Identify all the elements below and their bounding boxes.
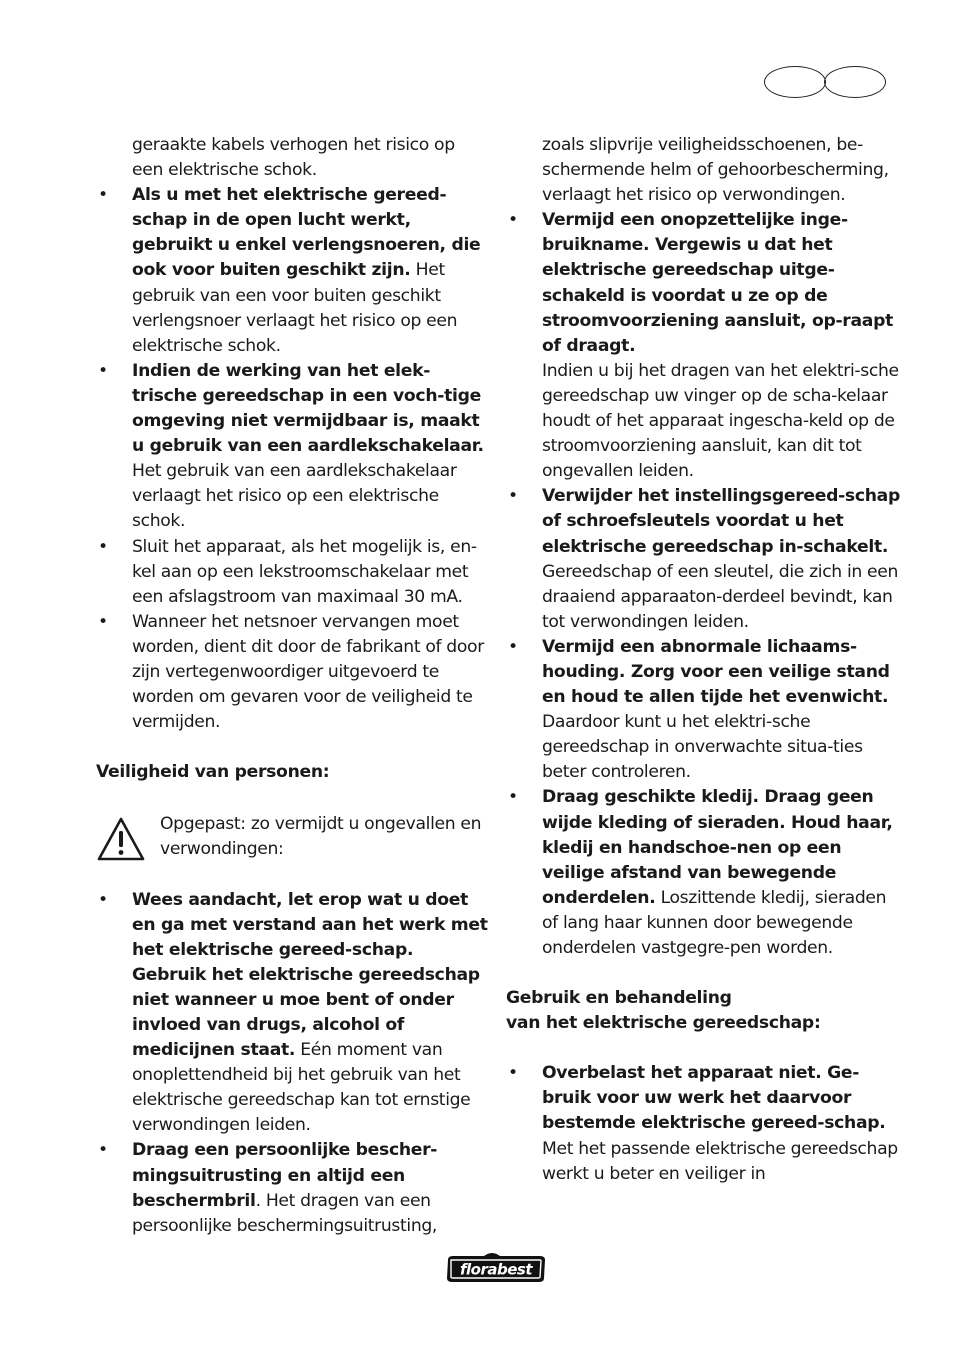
- bullet-icon: •: [508, 210, 518, 231]
- section-heading-line: Gebruik en behandeling: [506, 988, 732, 1009]
- bullet-text: Sluit het apparaat, als het mogelijk is, en-kel aan op een lekstroomschakelaar met een afslagstroom van maximaal 30 mA.: [132, 536, 477, 607]
- bullet-text: Loszittende kledij, sieraden of lang haar kunnen door bewegende onderdelen vastgegre-pen worden.: [542, 887, 887, 958]
- continued-paragraph: zoals slipvrije veiligheidsschoenen, be-schermende helm of gehoorbescherming, verlaagt het risico op verwondingen.: [542, 135, 889, 206]
- bullet-icon: •: [98, 889, 108, 910]
- bullet-icon: •: [508, 636, 518, 657]
- bullet-icon: •: [98, 611, 108, 632]
- bullet-icon: •: [508, 787, 518, 808]
- section-heading: Veiligheid van personen:: [96, 762, 330, 783]
- language-badges: [764, 66, 884, 98]
- bullet-icon: •: [98, 360, 108, 381]
- bullet-item: [506, 208, 900, 484]
- bullet-text: Gereedschap of een sleutel, die zich in een draaiend apparaaton-derdeel bevindt, kan tot verwondingen leiden.: [542, 561, 899, 632]
- warning-text: Opgepast: zo vermijdt u ongevallen en verwondingen:: [160, 814, 482, 860]
- warning-note: [96, 812, 488, 862]
- bullet-icon: •: [508, 1063, 518, 1084]
- bullet-bold-text: Vermijd een onopzettelijke inge-bruikname. Vergewis u dat het elektrische gereedschap uitge-schakeld is voordat u ze op de stroomvoorziening aansluit, op-raapt of draagt.: [542, 210, 893, 356]
- bullet-text: Daardoor kunt u het elektri-sche gereedschap in onverwachte situa-ties beter controleren.: [542, 712, 863, 783]
- bullet-icon: •: [98, 536, 108, 557]
- bullet-bold-text: Overbelast het apparaat niet. Ge-bruik voor uw werk het daarvoor bestemde elektrische gereed-schap.: [542, 1063, 886, 1134]
- florabest-logo: [444, 1250, 548, 1286]
- language-badge-oval: [764, 66, 826, 98]
- bullet-icon: •: [98, 1140, 108, 1161]
- bullet-bold-text: Draag een persoonlijke bescher-mingsuitrusting en altijd een beschermbril: [132, 1140, 438, 1211]
- bullet-item: [506, 484, 900, 635]
- bullet-text: Indien u bij het dragen van het elektri-sche gereedschap uw vinger op de scha-kelaar houdt of het apparaat ingescha-keld op de stroomvoorziening aansluit, kan dit tot ongevallen leiden.: [542, 360, 899, 482]
- bullet-text: Het gebruik van een voor buiten geschikt verlengsnoer verlaagt het risico op een elektrische schok.: [132, 260, 458, 356]
- bullet-item: [96, 535, 488, 610]
- bullet-item: [96, 610, 488, 735]
- bullet-icon: •: [98, 185, 108, 206]
- bullet-bold-text: Wees aandacht, let erop wat u doet en ga met verstand aan het werk met het elektrische gereed-schap. Gebruik het elektrische gereedschap niet wanneer u moe bent of onder invloed van drugs, alcohol of medicijnen staat.: [132, 889, 488, 1061]
- section-heading: [506, 986, 900, 1036]
- warning-triangle-icon: [96, 816, 146, 862]
- bullet-bold-text: Indien de werking van het elek-trische gereedschap in een voch-tige omgeving niet vermijdbaar is, maakt u gebruik van een aardlekschakelaar.: [132, 360, 484, 457]
- language-badge-oval: [824, 66, 886, 98]
- bullet-icon: •: [508, 486, 518, 507]
- bullet-item: [96, 359, 488, 535]
- section-heading-line: van het elektrische gereedschap:: [506, 1013, 821, 1034]
- bullet-text: Wanneer het netsnoer vervangen moet worden, dient dit door de fabrikant of door zijn vertegenwoordiger uitgevoerd te worden om gevaren voor de veiligheid te vermijden.: [132, 611, 484, 733]
- bullet-bold-text: Vermijd een abnormale lichaams-houding. Zorg voor een veilige stand en houd te allen tijde het evenwicht.: [542, 636, 890, 708]
- bullet-bold-text: Draag geschikte kledij. Draag geen wijde kleding of sieraden. Houd haar, kledij en handschoe-nen op een veilige afstand van bewegende onderdelen.: [542, 787, 893, 908]
- brand-text: florabest: [459, 1260, 533, 1279]
- bullet-text: Met het passende elektrische gereedschap werkt u beter en veiliger in: [542, 1138, 898, 1184]
- bullet-item: [506, 635, 900, 786]
- bullet-text: . Het dragen van een persoonlijke beschermingsuitrusting,: [132, 1190, 438, 1236]
- bullet-item: [96, 183, 488, 359]
- bullet-item: [96, 1138, 488, 1238]
- bullet-item: [96, 888, 488, 1139]
- bullet-bold-text: Als u met het elektrische gereed-schap in de open lucht werkt, gebruikt u enkel verlengsnoeren, die ook voor buiten geschikt zijn.: [132, 185, 481, 281]
- continued-paragraph: geraakte kabels verhogen het risico op een elektrische schok.: [132, 135, 455, 181]
- right-column: [506, 133, 900, 1187]
- bullet-item: [506, 785, 900, 961]
- bullet-bold-text: Verwijder het instellingsgereed-schap of schroefsleutels voordat u het elektrische gereedschap in-schakelt.: [542, 486, 900, 557]
- bullet-item: [506, 1061, 900, 1186]
- bullet-text: Het gebruik van een aardlekschakelaar verlaagt het risico op een elektrische schok.: [132, 461, 457, 532]
- bullet-text: Eén moment van onoplettendheid bij het gebruik van het elektrische gereedschap kan tot ernstige verwondingen leiden.: [132, 1040, 471, 1136]
- left-column: [96, 133, 488, 1239]
